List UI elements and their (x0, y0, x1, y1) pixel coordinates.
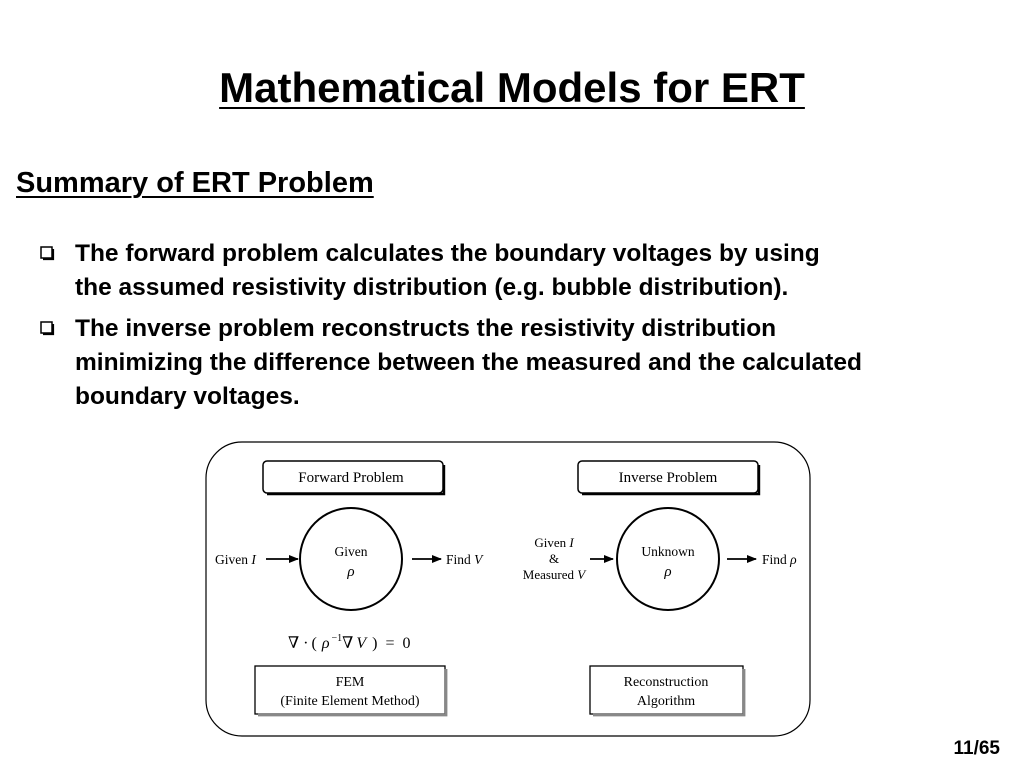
inverse-header-box (578, 461, 759, 494)
forward-circle (300, 508, 402, 610)
forward-output-label: Find V (446, 552, 483, 567)
bullet-list (40, 237, 1010, 421)
forward-header-box (263, 461, 444, 494)
bullet-text-line: the assumed resistivity distribution (e.g. bubble distribution). (75, 274, 789, 301)
slide-title: Mathematical Models for ERT (219, 64, 805, 111)
fem-box-line1: FEM (335, 675, 365, 690)
bullet-text-line: The forward problem calculates the boundary voltages by using (75, 240, 820, 267)
inverse-circle-line1: Unknown (641, 544, 695, 559)
forward-circle-rho: ρ (347, 564, 355, 580)
page-number: 11/65 (953, 738, 1000, 759)
inverse-output-label: Find ρ (762, 552, 797, 567)
bullet-text-line: boundary voltages. (75, 383, 300, 410)
forward-input-label: Given I (215, 552, 256, 567)
forward-circle-line1: Given (334, 544, 368, 559)
forward-header-text: Forward Problem (298, 470, 404, 486)
checkbox-bullet-icon (40, 246, 55, 261)
inverse-circle (617, 508, 719, 610)
bullet-inverse-problem (40, 312, 1010, 414)
inverse-input-amp: & (548, 551, 560, 566)
fem-box-line2: (Finite Element Method) (280, 694, 420, 709)
reconstruction-box (590, 666, 744, 715)
inverse-input-measured: Measured V (522, 567, 586, 582)
checkbox-bullet-icon (40, 321, 55, 336)
reconstruction-box-line1: Reconstruction (623, 675, 709, 690)
bullet-text-line: The inverse problem reconstructs the resistivity distribution (75, 315, 777, 342)
inverse-header-text: Inverse Problem (618, 470, 718, 486)
ert-diagram (205, 441, 813, 739)
bullet-text-line: minimizing the difference between the measured and the calculated (75, 349, 862, 376)
laplace-equation: ∇ · ( ρ $^{-1}$∇ V ) = 0 (288, 633, 411, 652)
inverse-circle-rho: ρ (664, 564, 672, 580)
fem-box (255, 666, 446, 715)
section-subtitle: Summary of ERT Problem (16, 167, 374, 199)
inverse-input-given: Given I (534, 535, 574, 550)
reconstruction-box-line2: Algorithm (636, 694, 696, 709)
bullet-forward-problem (40, 237, 1010, 305)
